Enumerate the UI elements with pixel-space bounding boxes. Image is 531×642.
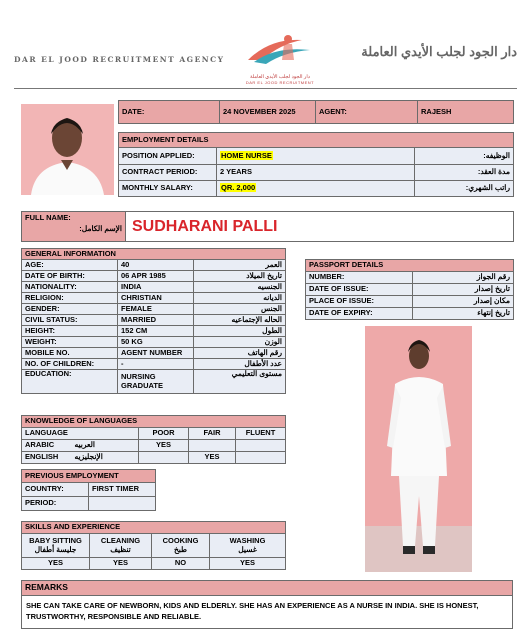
baby-sitting-label-ar: جليسة أطفال — [34, 544, 77, 554]
fluent-header: FLUENT — [236, 428, 286, 440]
english-fair: YES — [189, 452, 236, 464]
salary-label: MONTHLY SALARY: — [119, 181, 217, 197]
passport-details-table — [305, 259, 514, 320]
baby-sitting-label: BABY SITTING — [29, 536, 82, 546]
english-label: ENGLISH — [22, 452, 72, 464]
employment-title: EMPLOYMENT DETAILS — [119, 133, 514, 148]
dob-value: 06 APR 1985 — [118, 271, 194, 282]
mobile-value: AGENT NUMBER — [118, 348, 194, 359]
applicant-photo-headshot — [21, 104, 114, 195]
logo-text-ar: دار الجود لجلب الأيدي العاملة — [250, 74, 310, 80]
contract-value: 2 YEARS — [217, 165, 415, 181]
children-label-ar: عدد الأطفال — [194, 359, 286, 370]
education-value: NURSING GRADUATE — [118, 370, 194, 394]
arabic-label-ar: العربيه — [72, 440, 139, 452]
issue-date-label-ar: تاريخ إصدار — [413, 284, 514, 296]
country-label: COUNTRY: — [22, 483, 89, 497]
english-poor — [139, 452, 189, 464]
expiry-date-label: DATE OF EXPIRY: — [306, 308, 413, 320]
gender-label: GENDER: — [22, 304, 118, 315]
cleaning-value: YES — [90, 558, 152, 570]
arabic-label: ARABIC — [22, 440, 72, 452]
issue-place-label-ar: مكان إصدار — [413, 296, 514, 308]
salary-value: QR. 2,000 — [221, 183, 256, 193]
cooking-label-ar: طبخ — [173, 544, 188, 554]
religion-value: CHRISTIAN — [118, 293, 194, 304]
remarks-table — [21, 580, 513, 629]
expiry-date-label-ar: تاريخ إنتهاء — [413, 308, 514, 320]
language-header: LANGUAGE — [22, 428, 139, 440]
position-label: POSITION APPLIED: — [119, 148, 217, 165]
civil-status-label: CIVIL STATUS: — [22, 315, 118, 326]
age-label: AGE: — [22, 260, 118, 271]
agency-name-en: DAR EL JOOD RECRUITMENT AGENCY — [14, 55, 225, 64]
skills-title: SKILLS AND EXPERIENCE — [22, 522, 286, 534]
cooking-value: NO — [152, 558, 210, 570]
passport-number-label: NUMBER: — [306, 272, 413, 284]
english-fluent — [236, 452, 286, 464]
languages-table — [21, 415, 286, 464]
skills-table — [21, 521, 286, 570]
washing-value: YES — [210, 558, 286, 570]
passport-number-label-ar: رقم الجواز — [413, 272, 514, 284]
washing-label-ar: غسيل — [238, 544, 257, 554]
country-value: FIRST TIMER — [89, 483, 156, 497]
remarks-text: SHE CAN TAKE CARE OF NEWBORN, KIDS AND ELDERLY. SHE HAS AN EXPERIENCE AS A NURSE IN INDIA. SHE IS HONEST, TRUSTWORTHY, RESPONSIBLE AND RELIABLE. — [22, 596, 513, 629]
contract-label-ar: مدة العقد: — [415, 165, 514, 181]
logo-text-en: DAR EL JOOD RECRUITMENT — [245, 80, 315, 85]
languages-title: KNOWLEDGE OF LANGUAGES — [22, 416, 286, 428]
remarks-title: REMARKS — [22, 581, 513, 596]
period-label: PERIOD: — [22, 497, 89, 511]
salary-label-ar: راتب الشهري: — [415, 181, 514, 197]
nationality-value: INDIA — [118, 282, 194, 293]
date-value: 24 NOVEMBER 2025 — [220, 101, 316, 124]
civil-status-label-ar: الحاله الإجتماعيه — [194, 315, 286, 326]
arabic-fair — [189, 440, 236, 452]
nationality-label: NATIONALITY: — [22, 282, 118, 293]
height-label-ar: الطول — [194, 326, 286, 337]
height-value: 152 CM — [118, 326, 194, 337]
baby-sitting-value: YES — [22, 558, 90, 570]
cooking-label: COOKING — [162, 536, 199, 546]
position-label-ar: الوظيفه: — [415, 148, 514, 165]
children-label: NO. OF CHILDREN: — [22, 359, 118, 370]
previous-employment-table — [21, 469, 156, 511]
header-divider — [14, 88, 517, 89]
applicant-photo-fullbody — [365, 326, 472, 572]
issue-place-label: PLACE OF ISSUE: — [306, 296, 413, 308]
arabic-poor: YES — [139, 440, 189, 452]
nationality-label-ar: الجنسيه — [194, 282, 286, 293]
education-label-ar: مستوى التعليمي — [194, 370, 286, 394]
mobile-label-ar: رقم الهاتف — [194, 348, 286, 359]
fair-header: FAIR — [189, 428, 236, 440]
height-label: HEIGHT: — [22, 326, 118, 337]
previous-title: PREVIOUS EMPLOYMENT — [22, 470, 156, 483]
issue-date-label: DATE OF ISSUE: — [306, 284, 413, 296]
agent-value: RAJESH — [418, 101, 514, 124]
religion-label: RELIGION: — [22, 293, 118, 304]
employment-details-table — [118, 132, 514, 197]
general-info-table — [21, 248, 286, 394]
period-value — [89, 497, 156, 511]
gender-label-ar: الجنس — [194, 304, 286, 315]
english-label-ar: الإنجليزيه — [72, 452, 139, 464]
arabic-fluent — [236, 440, 286, 452]
children-value: - — [118, 359, 194, 370]
dob-label: DATE OF BIRTH: — [22, 271, 118, 282]
poor-header: POOR — [139, 428, 189, 440]
full-name-label-ar: الإسم الكامل: — [79, 224, 122, 234]
date-agent-table — [118, 100, 514, 124]
general-title: GENERAL INFORMATION — [22, 249, 286, 260]
agency-logo — [240, 30, 320, 85]
cleaning-label: CLEANING — [100, 536, 141, 546]
passport-title: PASSPORT DETAILS — [306, 260, 514, 272]
agent-label: AGENT: — [316, 101, 418, 124]
logo-swoosh-icon — [240, 30, 320, 72]
contract-label: CONTRACT PERIOD: — [119, 165, 217, 181]
full-name-table — [21, 211, 514, 242]
gender-value: FEMALE — [118, 304, 194, 315]
age-value: 40 — [118, 260, 194, 271]
cleaning-label-ar: تنظيف — [110, 544, 131, 554]
date-label: DATE: — [119, 101, 220, 124]
civil-status-value: MARRIED — [118, 315, 194, 326]
weight-label: WEIGHT: — [22, 337, 118, 348]
full-name-label: FULL NAME: — [25, 213, 71, 222]
position-value: HOME NURSE — [221, 150, 272, 160]
weight-label-ar: الوزن — [194, 337, 286, 348]
dob-label-ar: تاريخ الميلاد — [194, 271, 286, 282]
agency-name-ar: دار الجود لجلب الأيدي العاملة — [361, 44, 517, 59]
mobile-label: MOBILE NO. — [22, 348, 118, 359]
religion-label-ar: الديانه — [194, 293, 286, 304]
age-label-ar: العمر — [194, 260, 286, 271]
washing-label: WASHING — [229, 536, 266, 546]
weight-value: 50 KG — [118, 337, 194, 348]
full-name-value: SUDHARANI PALLI — [126, 212, 514, 242]
education-label: EDUCATION: — [22, 370, 118, 394]
